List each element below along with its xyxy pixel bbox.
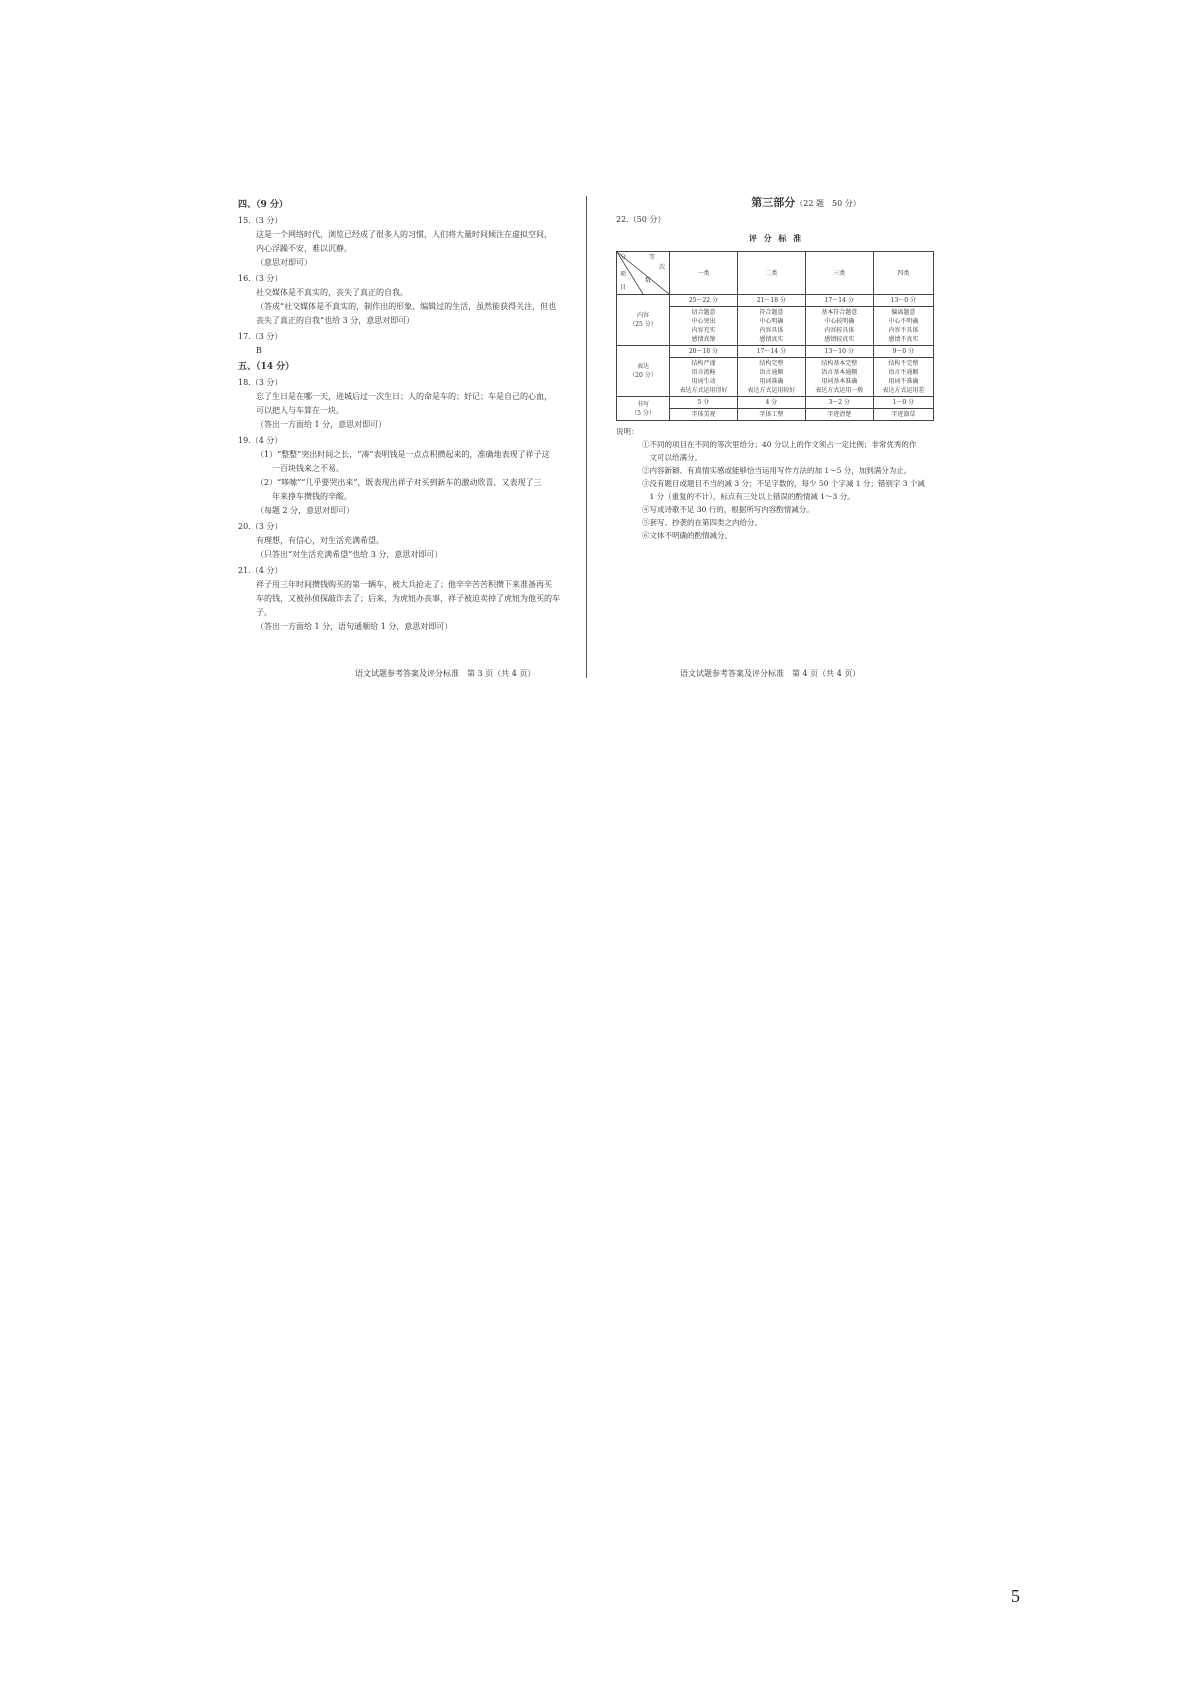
explanation-item: 文可以给满分。	[642, 453, 702, 462]
q21-number: 21.（4 分）	[238, 566, 283, 575]
explanation-item: ③没有题目或题目不当的减 3 分；不足字数的，每少 50 个字减 1 分；错别字 3 个减	[642, 479, 925, 488]
rubric-explanation	[616, 425, 936, 542]
criterion: 用词基本准确	[821, 378, 858, 385]
grade-header: 一类	[670, 252, 738, 295]
criterion: 中心不明确	[888, 318, 919, 325]
criterion: 结构不完整	[888, 360, 919, 367]
q16-line: 社交媒体是不真实的，丧失了真正的自我。	[256, 288, 408, 297]
criteria-cell	[805, 307, 873, 346]
criterion: 用词准确	[759, 378, 784, 385]
q19-number: 19.（4 分）	[238, 436, 283, 445]
criterion: 偏离题意	[891, 309, 916, 316]
q22-number: 22.（50 分）	[616, 215, 666, 224]
criteria-cell	[805, 358, 873, 397]
criteria-cell	[873, 307, 933, 346]
criteria-cell	[873, 409, 933, 421]
column-divider	[586, 196, 587, 678]
criterion: 表达方式运用较好	[747, 387, 796, 394]
explanation-item: 1 分（重复的不计），标点有三处以上错误的酌情减 1～3 分。	[642, 492, 855, 501]
q16-answer	[238, 286, 568, 328]
criterion: 内容充实	[691, 327, 716, 334]
criterion: 中心较明确	[824, 318, 855, 325]
criterion: 字体美观	[691, 411, 716, 418]
criterion: 结构基本完整	[821, 360, 858, 367]
q16-line: （答成“社交媒体是不真实的，制作出的形象、编辑过的生活，虽然能获得关注，但也	[256, 302, 557, 311]
explanation-item: ①不同的项目在不同的等次里给分；40 分以上的作文须占一定比例；非常优秀的作	[642, 440, 917, 449]
q20-line: 有理想，有信心，对生活充满希望。	[256, 536, 384, 545]
q15-line: 这是一个网络时代，浏览已经成了很多人的习惯，人们将大量时间倾注在虚拟空间，	[256, 230, 552, 239]
q19-line: 年来挣车攒钱的辛酸。	[256, 492, 352, 501]
criteria-cell	[737, 307, 805, 346]
row-label-sub: （5 分）	[631, 409, 655, 417]
q19-line: （2）“哆嗦”“几乎要哭出来”，既表现出祥子对买到新车的激动欣喜，又表现了三	[256, 478, 542, 487]
criterion: 内容具体	[759, 327, 784, 334]
criterion: 表达方式运用差	[882, 387, 925, 394]
q21-line: 车的钱，又被孙侦探敲诈去了；后来，为虎妞办丧事，祥子被迫卖掉了虎妞为他买的车子。	[256, 594, 560, 617]
part-title-sub: （22 题 50 分）	[795, 199, 861, 208]
q18-answer	[238, 390, 568, 432]
q15-number: 15.（3 分）	[238, 216, 283, 225]
criteria-cell	[805, 409, 873, 421]
page-number: 5	[1011, 1586, 1020, 1606]
criteria-cell	[670, 307, 738, 346]
score-range: 17～14 分	[805, 295, 873, 307]
criterion: 基本符合题意	[821, 309, 858, 316]
diag-label: 数	[645, 277, 652, 284]
score-range: 1～0 分	[873, 397, 933, 409]
criterion: 字体工整	[759, 411, 784, 418]
part-title-text: 第三部分	[751, 196, 796, 209]
criterion: 语言通顺	[759, 369, 784, 376]
criterion: 字迹清楚	[827, 411, 852, 418]
scoring-rubric-table	[616, 251, 934, 421]
score-range: 21～18 分	[737, 295, 805, 307]
grade-header: 二类	[737, 252, 805, 295]
rubric-score-row	[617, 397, 934, 409]
score-range: 25～22 分	[670, 295, 738, 307]
criterion: 感情真挚	[691, 336, 716, 343]
criterion: 感情真实	[759, 336, 784, 343]
part-three-title	[676, 196, 936, 211]
row-label-text: 表达	[636, 363, 649, 370]
criterion: 符合题意	[759, 309, 784, 316]
criterion: 感情不真实	[888, 336, 919, 343]
rubric-row-label	[617, 295, 670, 346]
rubric-score-row	[617, 295, 934, 307]
diag-label: 次	[659, 264, 666, 271]
criteria-cell	[670, 358, 738, 397]
q17-number: 17.（3 分）	[238, 332, 283, 341]
row-label-text: 内容	[636, 312, 649, 319]
q15-line: （意思对即可）	[256, 258, 312, 267]
diag-label: 目	[620, 284, 627, 291]
diag-label: 分	[620, 254, 627, 261]
q18-number: 18.（3 分）	[238, 378, 283, 387]
right-column	[616, 196, 936, 542]
q21-line: （答出一方面给 1 分，语句通顺给 1 分，意思对即可）	[256, 622, 453, 631]
criterion: 表达方式运用一般	[815, 387, 864, 394]
right-page-footer: 语文试题参考答案及评分标准 第 4 页（共 4 页）	[680, 669, 861, 678]
q21-line: 祥子用三年时间攒钱购买的第一辆车，被大兵抢走了；他辛辛苦苦积攒下来准备再买	[256, 580, 552, 589]
criterion: 中心明确	[759, 318, 784, 325]
criterion: 语言不通顺	[888, 369, 919, 376]
criterion: 结构严谨	[691, 360, 716, 367]
row-label-text: 书写	[636, 400, 649, 408]
score-range: 13～10 分	[805, 346, 873, 358]
criterion: 内容较具体	[824, 327, 855, 334]
grade-header: 三类	[805, 252, 873, 295]
criterion: 切合题意	[691, 309, 716, 316]
criterion: 用词不准确	[888, 378, 919, 385]
score-range: 3～2 分	[805, 397, 873, 409]
explanation-item: ⑤套写、抄袭的在第四类之内给分。	[642, 518, 762, 527]
q19-line: 一百块钱来之不易。	[256, 464, 344, 473]
diag-label: 项	[620, 271, 627, 278]
score-range: 9～0 分	[873, 346, 933, 358]
q18-line: 忘了生日是在哪一天，进城后过一次生日；人的命是车的；好记；车是自己的心血，	[256, 392, 552, 401]
row-label-sub: （20 分）	[629, 372, 657, 379]
q19-line: （每题 2 分，意思对即可）	[256, 506, 355, 515]
explanation-item: ②内容新颖、有真情实感或能够恰当运用写作方法的加 1～5 分，加到满分为止。	[642, 466, 912, 475]
criteria-cell	[737, 358, 805, 397]
q20-number: 20.（3 分）	[238, 522, 283, 531]
criteria-cell	[670, 409, 738, 421]
score-range: 17～14 分	[737, 346, 805, 358]
q18-line: 可以把人与车算在一块。	[256, 406, 344, 415]
grade-header: 四类	[873, 252, 933, 295]
q19-answer	[238, 448, 568, 518]
criterion: 语言流畅	[691, 369, 716, 376]
rubric-score-row	[617, 346, 934, 358]
criterion: 语言基本通顺	[821, 369, 858, 376]
q17-answer: B	[256, 346, 262, 355]
explanation-title: 说明：	[616, 427, 639, 436]
left-page-footer: 语文试题参考答案及评分标准 第 3 页（共 4 页）	[355, 669, 536, 678]
q16-number: 16.（3 分）	[238, 274, 283, 283]
criterion: 结构完整	[759, 360, 784, 367]
rubric-row-label	[617, 397, 670, 421]
rubric-header-row	[617, 252, 934, 295]
explanation-item: ⑥文体不明确的酌情减分。	[642, 531, 732, 540]
score-range: 4 分	[737, 397, 805, 409]
q20-line: （只答出“对生活充满希望”也给 3 分，意思对即可）	[256, 550, 443, 559]
score-range: 20～18 分	[670, 346, 738, 358]
q19-line: （1）“整整”突出时间之长，“凑”表明钱是一点点积攒起来的，准确地表现了祥子这	[256, 450, 550, 459]
section-four-heading: 四、（9 分）	[238, 200, 288, 210]
q15-line: 内心浮躁不安，难以沉静。	[256, 244, 352, 253]
rubric-row-label	[617, 346, 670, 397]
rubric-caption: 评 分 标 准	[748, 233, 804, 243]
section-five-heading: 五、（14 分）	[238, 362, 295, 372]
q16-line: 丧失了真正的自我”也给 3 分，意思对即可）	[256, 316, 415, 325]
explanation-item: ④写成诗歌不足 30 行的，根据所写内容酌情减分。	[642, 505, 814, 514]
criterion: 字迹潦草	[891, 411, 916, 418]
criteria-cell	[737, 409, 805, 421]
criterion: 用词生动	[691, 378, 716, 385]
score-range: 13～0 分	[873, 295, 933, 307]
criterion: 中心突出	[691, 318, 716, 325]
criteria-cell	[873, 358, 933, 397]
score-range: 5 分	[670, 397, 738, 409]
q20-answer	[238, 534, 568, 562]
q15-answer	[238, 228, 568, 270]
row-label-sub: （25 分）	[629, 321, 657, 328]
criterion: 感情较真实	[824, 336, 855, 343]
criterion: 内容不具体	[888, 327, 919, 334]
q18-line: （答出一方面给 1 分，意思对即可）	[256, 420, 387, 429]
diagonal-header-cell	[617, 252, 670, 295]
left-column	[238, 196, 568, 634]
diag-label: 等	[649, 254, 656, 261]
q21-answer	[238, 578, 568, 634]
criterion: 表达方式运用得好	[679, 387, 728, 394]
